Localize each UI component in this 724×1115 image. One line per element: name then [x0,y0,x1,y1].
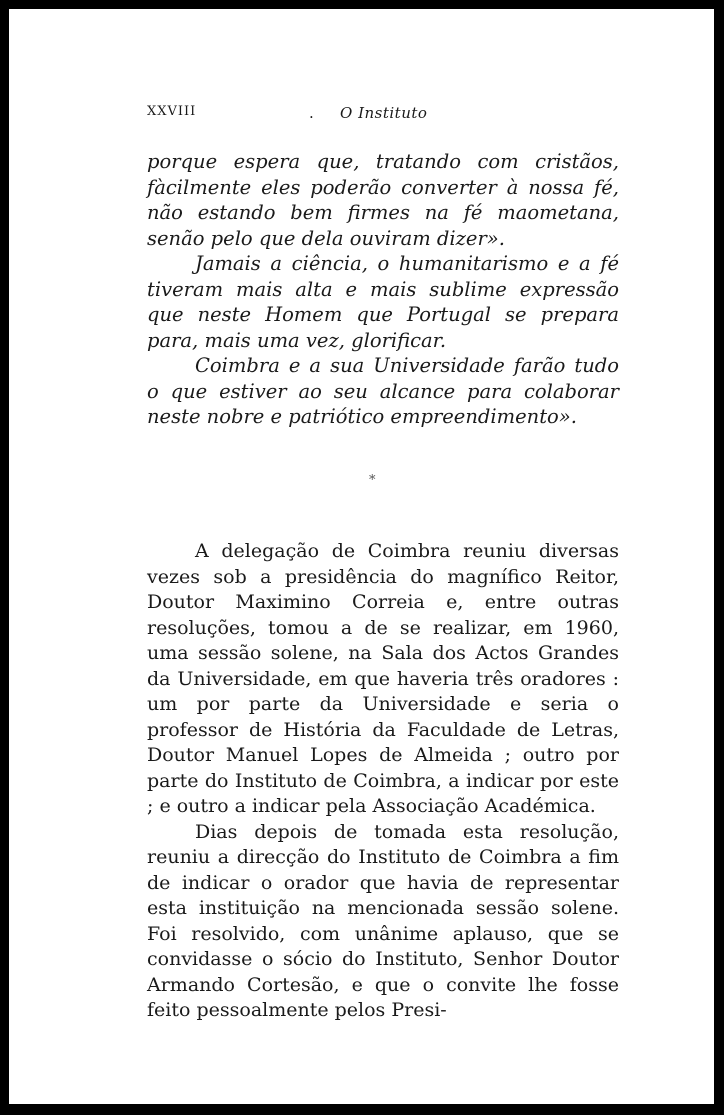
page-number: XXVIII [147,104,197,119]
quote-paragraph: Coimbra e a sua Universidade farão tudo o que estiver ao seu alcance para colaborar neste nobre e patriótico empreendimento». [147,354,619,428]
body-passage [147,539,619,1024]
quote-paragraph: porque espera que, tratando com cristãos, fàcilmente eles poderão converter à nossa fé, não estando bem firmes na fé maometana, senão pelo que dela ouviram dizer». [147,150,619,250]
running-title: O Instituto [340,104,428,122]
body-paragraph: Dias depois de tomada esta resolução, reuniu a direcção do Instituto de Coimbra a fim de indicar o orador que havia de representar esta instituição na mencionada sessão solene. Foi resolvido, com unânime aplauso, que se convidasse o sócio do Instituto, Senhor Doutor Armando Cortesão, e que o convite lhe fosse feito pessoalmente pelos Presi- [147,820,619,1021]
header-separator: . [309,104,314,122]
section-divider-asterisk: * [369,473,376,488]
page-header [147,104,587,124]
quoted-passage [147,149,619,430]
body-paragraph: A delegação de Coimbra reuniu diversas vezes sob a presidência do magnífico Reitor, Doutor Maximino Correia e, entre outras resoluções, tomou a de se realizar, em 1960, uma sessão solene, na Sala dos Actos Grandes da Universidade, em que haveria três oradores : um por parte da Universidade e seria o professor de História da Faculdade de Letras, Doutor Manuel Lopes de Almeida ; outro por parte do Instituto de Coimbra, a indicar por este ; e outro a indicar pela Associação Académica. [147,540,619,817]
quote-paragraph: Jamais a ciência, o humanitarismo e a fé tiveram mais alta e mais sublime expressão que neste Homem que Portugal se prepara para, mais uma vez, glorificar. [147,252,619,352]
document-page [9,9,714,1104]
